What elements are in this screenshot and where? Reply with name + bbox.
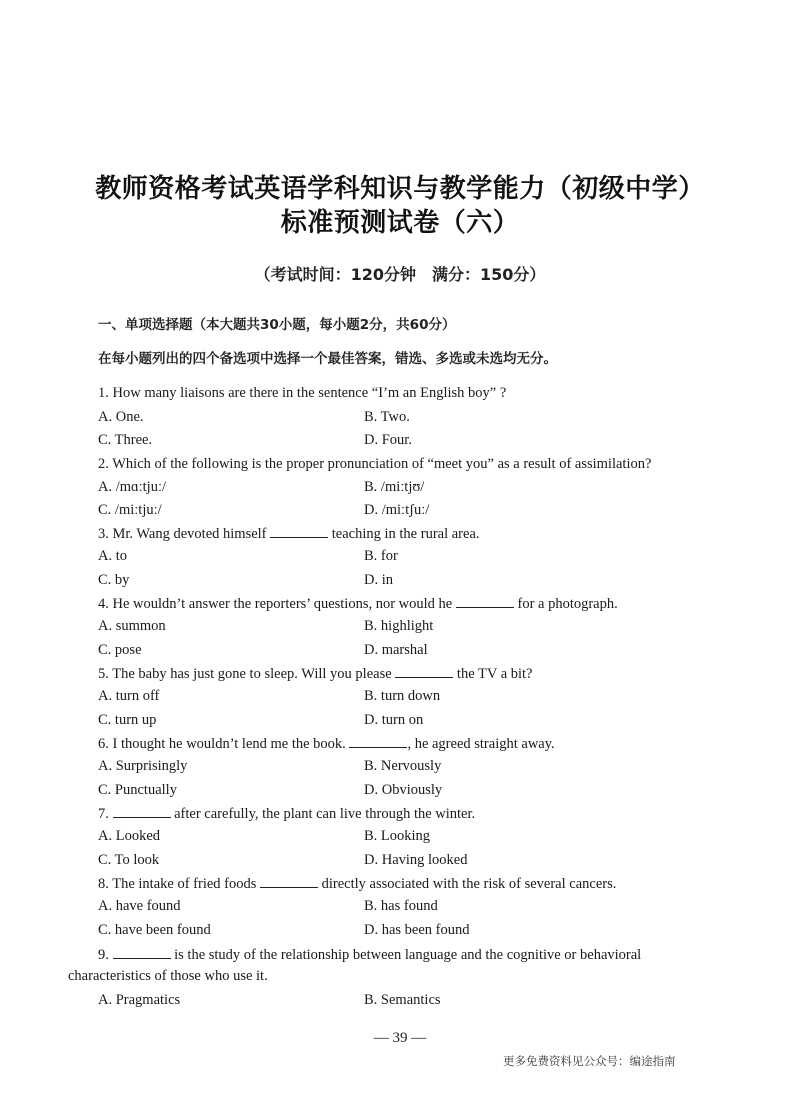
answer-option: B. has found xyxy=(364,898,438,914)
answer-blank xyxy=(349,735,407,748)
answer-blank xyxy=(456,595,514,608)
answer-blank xyxy=(395,665,453,678)
answer-option: D. has been found xyxy=(364,922,470,938)
question-stem: 5. The baby has just gone to sleep. Will you please the TV a bit? xyxy=(98,666,533,682)
question-stem: 9. is the study of the relationship between language and the cognitive or behavioral xyxy=(98,947,642,963)
question-stem: 8. The intake of fried foods directly associated with the risk of several cancers. xyxy=(98,876,617,892)
answer-option: B. Semantics xyxy=(364,992,441,1008)
question-stem: 2. Which of the following is the proper pronunciation of “meet you” as a result of assimilation? xyxy=(98,456,652,472)
question-stem: 1. How many liaisons are there in the sentence “I’m an English boy” ? xyxy=(98,385,507,401)
answer-option: D. marshal xyxy=(364,642,428,658)
footer-note: 更多免费资料见公众号：编途指南 xyxy=(503,1054,676,1068)
answer-option: B. /miːtjʊ/ xyxy=(364,479,425,495)
answer-option: A. turn off xyxy=(98,688,160,704)
answer-option: D. Having looked xyxy=(364,852,468,868)
answer-option: A. /mɑːtjuː/ xyxy=(98,479,167,495)
answer-option: B. Looking xyxy=(364,828,431,844)
answer-option: D. turn on xyxy=(364,712,424,728)
section-heading: 一、单项选择题（本大题共30小题，每小题2分，共60分） xyxy=(98,317,456,333)
answer-option: A. Looked xyxy=(98,828,161,844)
question-stem: 4. He wouldn’t answer the reporters’ questions, nor would he for a photograph. xyxy=(98,596,618,612)
answer-option: D. /miːtʃuː/ xyxy=(364,502,430,518)
answer-blank xyxy=(270,525,328,538)
answer-option: A. Surprisingly xyxy=(98,758,188,774)
question-stem: 3. Mr. Wang devoted himself teaching in the rural area. xyxy=(98,526,480,542)
answer-option: A. One. xyxy=(98,409,144,425)
answer-option: C. Three. xyxy=(98,432,153,448)
answer-option: C. by xyxy=(98,572,130,588)
answer-option: C. pose xyxy=(98,642,142,658)
page-subtitle-line: 标准预测试卷（六） xyxy=(280,208,520,238)
answer-blank xyxy=(113,946,171,959)
page-number: — 39 — xyxy=(373,1030,427,1046)
answer-option: B. Nervously xyxy=(364,758,442,774)
answer-option: B. highlight xyxy=(364,618,434,634)
answer-option: B. Two. xyxy=(364,409,410,425)
answer-option: C. Punctually xyxy=(98,782,177,798)
answer-option: B. turn down xyxy=(364,688,441,704)
answer-option: C. have been found xyxy=(98,922,211,938)
exam-info: （考试时间：120分钟 满分：150分） xyxy=(254,265,546,284)
page-title: 教师资格考试英语学科知识与教学能力（初级中学） xyxy=(95,174,705,204)
section-instruction: 在每小题列出的四个备选项中选择一个最佳答案，错选、多选或未选均无分。 xyxy=(98,351,557,367)
answer-option: C. /miːtjuː/ xyxy=(98,502,162,518)
answer-option: B. for xyxy=(364,548,398,564)
question-stem: 6. I thought he wouldn’t lend me the book. , he agreed straight away. xyxy=(98,736,555,752)
answer-option: D. Four. xyxy=(364,432,412,448)
question-stem-continuation: characteristics of those who use it. xyxy=(68,968,268,984)
question-stem: 7. after carefully, the plant can live through the winter. xyxy=(98,806,476,822)
answer-option: D. in xyxy=(364,572,393,588)
answer-option: A. have found xyxy=(98,898,181,914)
answer-option: D. Obviously xyxy=(364,782,443,798)
answer-option: A. summon xyxy=(98,618,166,634)
answer-option: A. to xyxy=(98,548,127,564)
answer-blank xyxy=(113,805,171,818)
answer-option: C. To look xyxy=(98,852,160,868)
answer-blank xyxy=(260,875,318,888)
answer-option: C. turn up xyxy=(98,712,157,728)
answer-option: A. Pragmatics xyxy=(98,992,181,1008)
